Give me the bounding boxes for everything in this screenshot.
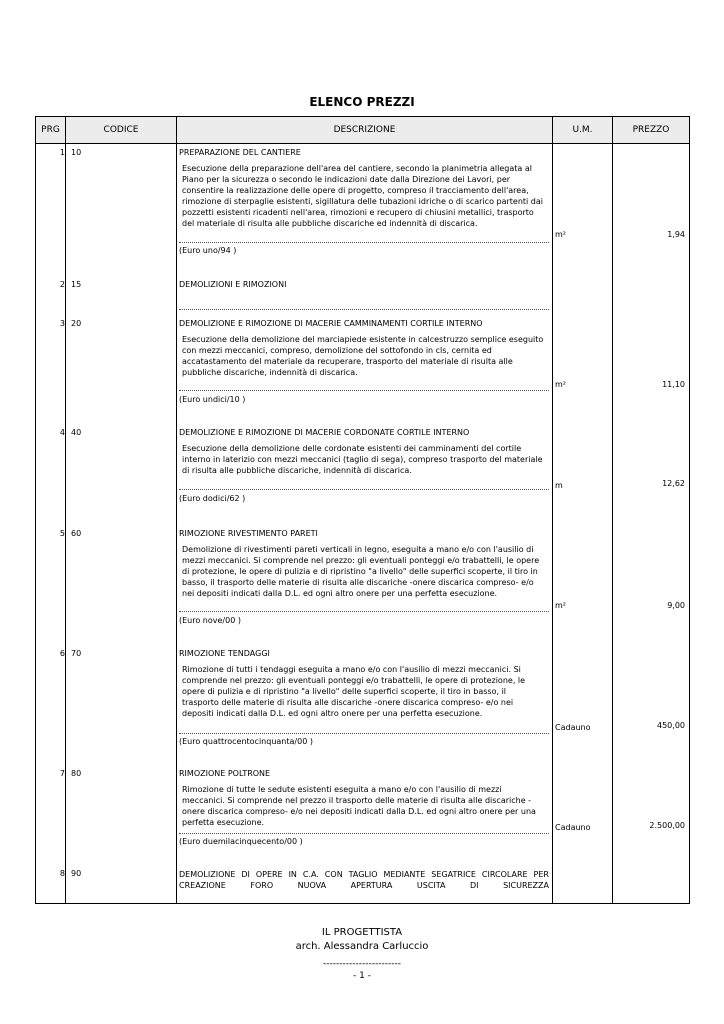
row-category: DEMOLIZIONE DI OPERE IN C.A. CON TAGLIO MEDIANTE SEGATRICE CIRCOLARE PER CREAZIONE FORO NUOVA APERTURA USCITA DI SICUREZZA: [179, 870, 549, 890]
dotted-separator: [179, 611, 549, 612]
row-price: 9,00: [667, 601, 685, 610]
row-um: Cadauno: [555, 823, 591, 832]
row-category: RIMOZIONE POLTRONE: [179, 769, 271, 778]
signature-name: arch. Alessandra Carluccio: [295, 941, 429, 952]
row-category: RIMOZIONE RIVESTIMENTO PARETI: [179, 529, 318, 538]
row-price-in-words: (Euro dodici/62 ): [179, 494, 246, 503]
row-category: DEMOLIZIONE E RIMOZIONE DI MACERIE CAMMINAMENTI CORTILE INTERNO: [179, 319, 483, 328]
column-divider: [176, 117, 177, 903]
row-price: 450,00: [657, 721, 685, 730]
page-title: ELENCO PREZZI: [309, 95, 415, 109]
row-price-in-words: (Euro undici/10 ): [179, 395, 246, 404]
header-um: U.M.: [572, 125, 593, 135]
dotted-separator: [179, 833, 549, 834]
dotted-separator: [179, 489, 549, 490]
column-divider: [65, 117, 66, 903]
dotted-separator: [179, 390, 549, 391]
header-prg: PRG: [41, 125, 60, 135]
row-prg: 6: [59, 649, 65, 658]
signature-line: ------------------------: [323, 959, 401, 969]
row-prg: 7: [59, 769, 65, 778]
row-description: Esecuzione della demolizione delle cordonate esistenti dei camminamenti del cortile interno in laterizio con mezzi meccanici (taglio di sega), compreso trasporto del materiale di risulta alle pubbliche discariche, indennità di discarica.: [182, 444, 543, 475]
row-price: 1,94: [667, 230, 685, 239]
row-description: Esecuzione della preparazione dell'area del cantiere, secondo la planimetria allegata al Piano per la sicurezza o secondo le indicazioni date dalla Direzione dei Lavori, per consentire la realizzazione delle opere di progetto, compreso il tracciamento dell'area, rimozione di sterpaglie esistenti, sigillatura delle tubazioni idriche o di scarico partenti dai pozzetti esistenti ricadenti nell'area, rimozioni e recupero di chiusini metallici, trasporto del materiale di risulta alle pubbliche discariche ed indennità di discarica.: [182, 164, 544, 228]
signature-role: IL PROGETTISTA: [321, 927, 403, 938]
row-prg: 2: [59, 280, 65, 289]
row-category: RIMOZIONE TENDAGGI: [179, 649, 270, 658]
row-category: DEMOLIZIONI E RIMOZIONI: [179, 280, 287, 289]
row-description: Demolizione di rivestimenti pareti verticali in legno, eseguita a mano e/o con l'ausilio di mezzi meccanici. Si comprende nel prezzo: gli eventuali ponteggi e/o trabattelli, le opere di protezione, le opere di pulizia e di ripristino "a livello" delle superfici scoperte, il tiro in basso, il trasporto delle materie di risulta alle discariche -onere discarica compreso- e/o nei depositi indicati dalla D.L. ed ogni altro onere per una perfetta esecuzione.: [182, 545, 540, 598]
row-description: Esecuzione della demolizione del marciapiede esistente in calcestruzzo semplice eseguito con mezzi meccanici, compreso, demolizione del sottofondo in cls, cernita ed accatastamento del materiale da recuperare, trasporto del materiale di risulta alle pubbliche discariche, indennità di discarica.: [182, 335, 544, 377]
row-code: 15: [71, 280, 82, 289]
row-category: PREPARAZIONE DEL CANTIERE: [179, 148, 301, 157]
row-um: m²: [555, 230, 566, 239]
row-code: 10: [71, 148, 82, 157]
header-codice: CODICE: [103, 125, 139, 135]
row-description: Rimozione di tutti i tendaggi eseguita a mano e/o con l'ausilio di mezzi meccanici. Si comprende nel prezzo: gli eventuali ponteggi e/o trabattelli, le opere di protezione, le opere di pulizia e di ripristino "a livello" delle superfici scoperte, il tiro in basso, il trasporto delle materie di risulta alle discariche -onere discarica compreso- e/o nei depositi indicati dalla D.L. ed ogni altro onere per una perfetta esecuzione.: [182, 665, 526, 718]
dotted-separator: [179, 242, 549, 243]
row-code: 60: [71, 529, 82, 538]
column-divider: [612, 117, 613, 903]
row-prg: 4: [59, 428, 65, 437]
row-prg: 5: [59, 529, 65, 538]
row-price-in-words: (Euro nove/00 ): [179, 616, 241, 625]
row-code: 90: [71, 869, 82, 878]
row-price-in-words: (Euro duemilacinquecento/00 ): [179, 837, 303, 846]
row-um: m: [555, 481, 563, 490]
row-prg: 3: [59, 319, 65, 328]
row-price-in-words: (Euro uno/94 ): [179, 246, 237, 255]
row-code: 80: [71, 769, 82, 778]
dotted-separator: [179, 309, 549, 310]
row-price: 12,62: [662, 479, 685, 488]
header-prezzo: PREZZO: [632, 125, 670, 135]
row-price: 2.500,00: [649, 821, 685, 830]
page-number: - 1 -: [353, 971, 371, 981]
row-code: 20: [71, 319, 82, 328]
row-code: 40: [71, 428, 82, 437]
row-code: 70: [71, 649, 82, 658]
row-um: Cadauno: [555, 723, 591, 732]
row-price: 11,10: [662, 380, 685, 389]
column-divider: [552, 117, 553, 903]
row-description: Rimozione di tutte le sedute esistenti eseguita a mano e/o con l'ausilio di mezzi meccanici. Si comprende nel prezzo il trasporto delle materie di risulta alle discariche -onere discarica compreso- e/o nei depositi indicati dalla D.L. ed ogni altro onere per una perfetta esecuzione.: [182, 785, 536, 827]
header-descrizione: DESCRIZIONE: [333, 125, 396, 135]
row-prg: 8: [59, 869, 65, 878]
row-prg: 1: [59, 148, 65, 157]
row-category: DEMOLIZIONE E RIMOZIONE DI MACERIE CORDONATE CORTILE INTERNO: [179, 428, 470, 437]
header-divider: [36, 143, 689, 144]
price-table: [35, 116, 690, 904]
row-price-in-words: (Euro quattrocentocinquanta/00 ): [179, 737, 313, 746]
row-um: m²: [555, 380, 566, 389]
dotted-separator: [179, 733, 549, 734]
row-um: m²: [555, 601, 566, 610]
